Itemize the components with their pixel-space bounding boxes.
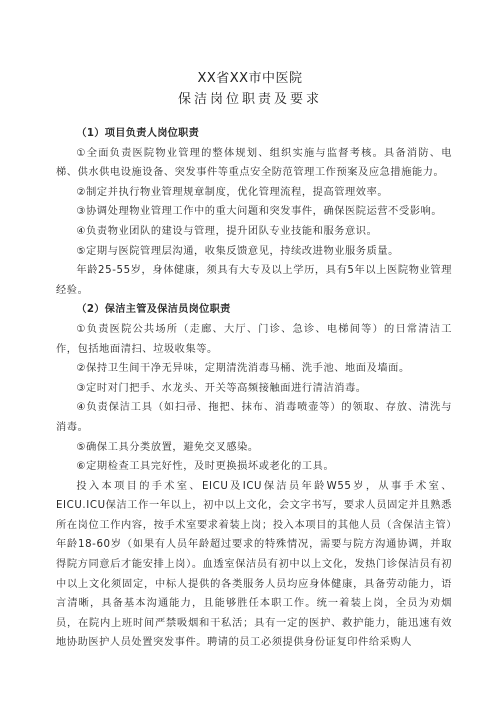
section-heading: （2）保洁主管及保洁员岗位职责	[76, 304, 231, 316]
duty-item: ③定时对门把手、水龙头、开关等高频接触面进行清洁消毒。	[76, 382, 367, 394]
duty-item: ⑤确保工具分类放置，避免交叉感染。	[76, 441, 259, 453]
document-subtitle: 保洁岗位职责及要求	[177, 92, 322, 107]
duty-item: ②制定并执行物业管理规章制度，优化管理流程，提高管理效率。	[76, 186, 389, 198]
requirement-paragraph: 年龄25-55岁，身体健康，须具有大专及以上学历，具有5年以上医院物业管理经验。	[56, 265, 452, 296]
duty-item: ④负责物业团队的建设与管理，提升团队专业技能和服务意识。	[76, 225, 378, 237]
document-body	[56, 124, 452, 653]
duty-item: ⑤定期与医院管理层沟通，收集反馈意见，持续改进物业服务质量。	[76, 245, 399, 257]
duty-item: ①全面负责医院物业管理的整体规划、组织实施与监督考核。具备消防、电梯、供水供电设施设备、突发事件等重点安全防范管理工作预案及应急措施能力。	[56, 147, 452, 179]
requirement-paragraph: 投入本项目的手术室、EICU及ICU保洁员年龄W55岁，从事手术室、EICU.ICU保洁工作一年以上，初中以上文化，会文字书写，要求人员固定并且熟悉所在岗位工作内容，按手术室要求着装上岗；投入本项目的其他人员（含保洁主管）年龄18-60岁（如果有人员年龄超过要求的特殊情况，需要与院方沟通协调，并取得院方同意后才能安排上岗）。血透室保洁员有初中以上文化，发热门诊保洁员有初中以上文化须固定，中标人提供的各类服务人员均应身体健康，具备劳动能力，语言清晰，具备基本沟通能力，且能够胜任本职工作。统一着装上岗，全员为劝烟员，在院内上班时间严禁吸烟和干私活；具有一定的医护、救护能力，能迅速有效地协助医护人员处置突发事件。聘请的员工必须提供身份证复印件给采购人	[56, 480, 452, 649]
duty-item: ④负责保洁工具（如扫帚、拖把、抹布、消毒喷壶等）的领取、存放、清洗与消毒。	[56, 402, 452, 433]
section-heading: （1）项目负责人岗位职责	[76, 128, 200, 139]
duty-item: ②保持卫生间干净无异味，定期清洗消毒马桶、洗手池、地面及墙面。	[76, 363, 410, 375]
document-title: XX省XX市中医院	[197, 71, 303, 86]
duty-item: ①负责医院公共场所（走廊、大厅、门诊、急诊、电梯间等）的日常清洁工作，包括地面清扫、垃圾收集等。	[56, 323, 452, 355]
duty-item: ③协调处理物业管理工作中的重大问题和突发事件，确保医院运营不受影响。	[76, 206, 443, 218]
duty-item: ⑥定期检查工具完好性，及时更换损坏或老化的工具。	[76, 461, 335, 473]
